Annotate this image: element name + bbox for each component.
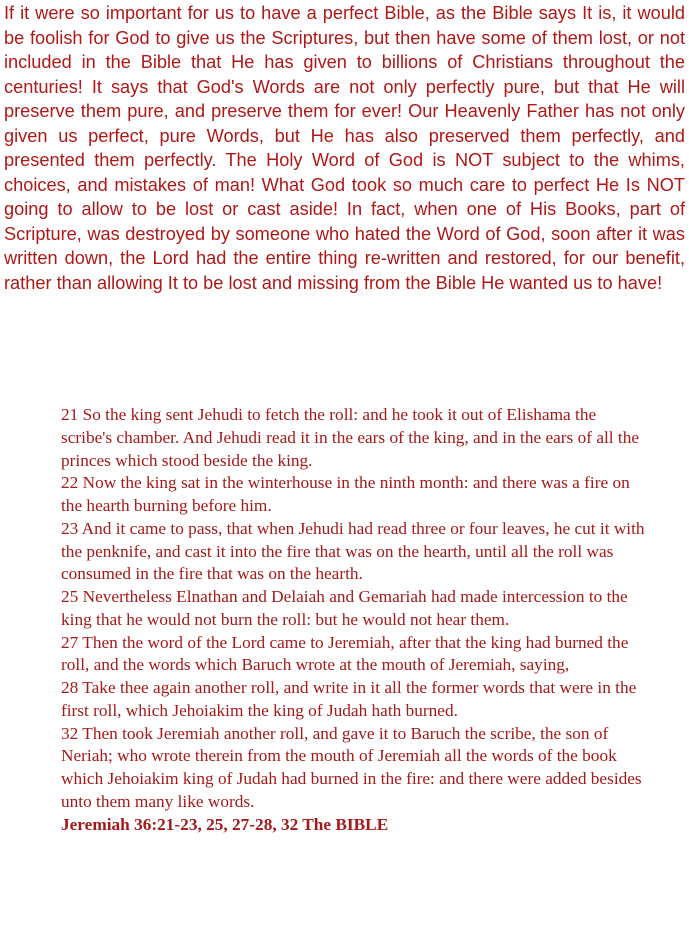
commentary-paragraph: If it were so important for us to have a perfect Bible, as the Bible says It is, it would be foolish for God to give us the Scriptures, but then have some of them lost, or not included in the Bible that He has given to billions of Christians throughout the centuries! It says that God's Words are not only perfectly pure, but that He will preserve them pure, and preserve them for ever! Our Heavenly Father has not only given us perfect, pure Words, but He has also preserved them perfectly, and presented them perfectly. The Holy Word of God is NOT subject to the whims, choices, and mistakes of man! What God took so much care to perfect He Is NOT going to allow to be lost or cast aside! In fact, when one of His Books, part of Scripture, was destroyed by someone who hated the Word of God, soon after it was written down, the Lord had the entire thing re-written and restored, for our benefit, rather than allowing It to be lost and missing from the Bible He wanted us to have! xyxy=(4,3,685,294)
verse-21: 21 So the king sent Jehudi to fetch the roll: and he took it out of Elishama the scribe's chamber. And Jehudi read it in the ears of the king, and in the ears of all the princes which stood beside the king. xyxy=(61,405,640,470)
verse-22: 22 Now the king sat in the winterhouse in the ninth month: and there was a fire on the hearth burning before him. xyxy=(61,473,630,515)
verse-27: 27 Then the word of the Lord came to Jeremiah, after that the king had burned the roll, and the words which Baruch wrote at the mouth of Jeremiah, saying, xyxy=(61,632,629,675)
scripture-citation: Jeremiah 36:21-23, 25, 27-28, 32 The BIBLE xyxy=(61,814,389,834)
verse-32: 32 Then took Jeremiah another roll, and gave it to Baruch the scribe, the son of Neriah; who wrote therein from the mouth of Jeremiah all the words of the book which Jehoiakim king of Judah had burned in the fire: and there were added besides unto them many like words. xyxy=(61,723,642,811)
verse-28: 28 Take thee again another roll, and write in it all the former words that were in the first roll, which Jehoiakim the king of Judah hath burned. xyxy=(61,678,637,720)
verse-25: 25 Nevertheless Elnathan and Delaiah and Gemariah had made intercession to the king that he would not burn the roll: but he would not hear them. xyxy=(61,587,628,629)
scripture-quote-block xyxy=(61,404,651,836)
verse-23: 23 And it came to pass, that when Jehudi had read three or four leaves, he cut it with the penknife, and cast it into the fire that was on the hearth, until all the roll was consumed in the fire that was on the hearth. xyxy=(61,518,645,584)
